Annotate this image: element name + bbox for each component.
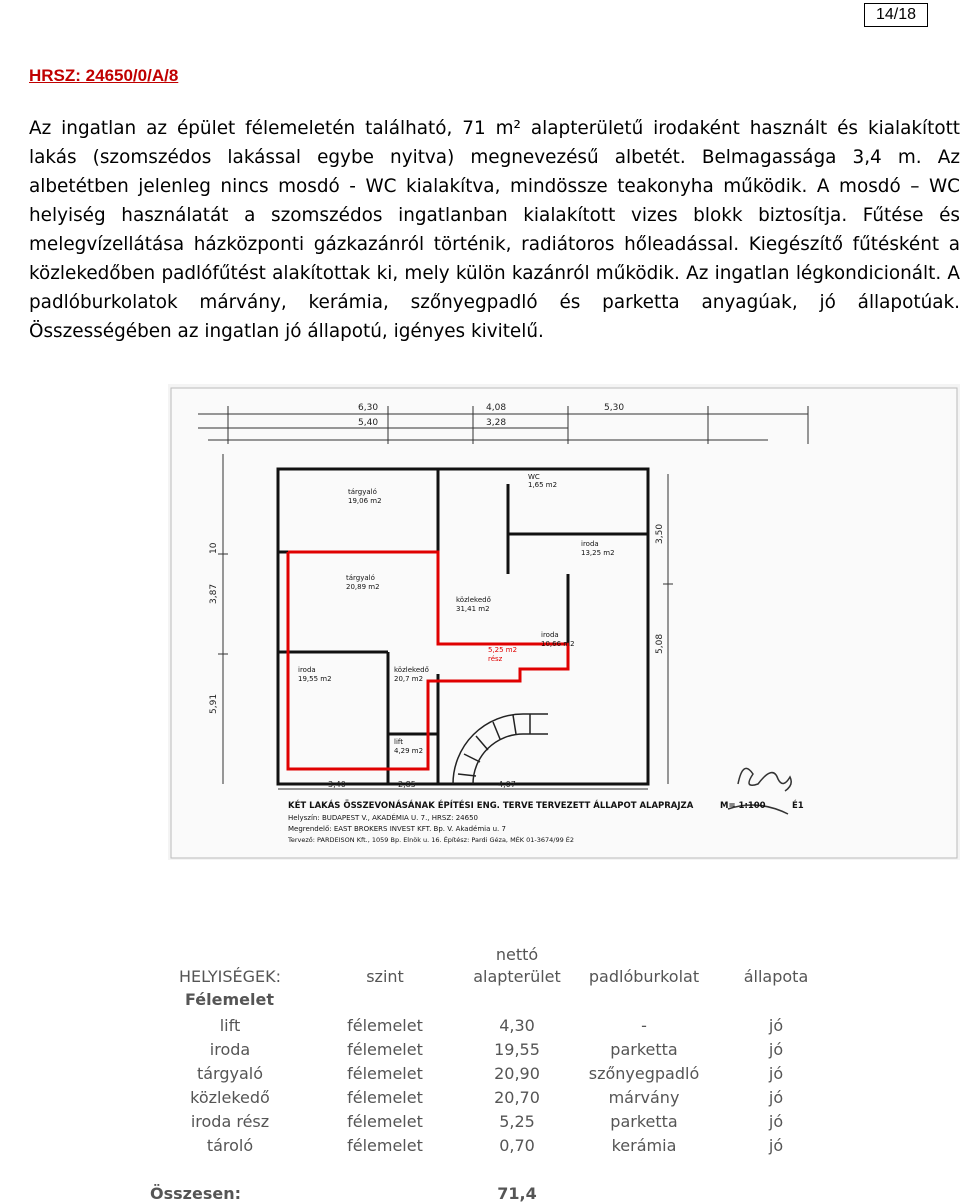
table-row <box>150 1039 815 1061</box>
total-label: Összesen: <box>150 1184 241 1203</box>
table-row <box>150 1111 815 1133</box>
dim-right-2: 5,08 <box>655 633 665 654</box>
room-name-9: rész <box>488 655 503 663</box>
cell-level: félemelet <box>347 1136 423 1155</box>
room-name-2: tárgyaló <box>346 574 375 582</box>
plan-location: Helyszín: BUDAPEST V., AKADÉMIA U. 7., HRSZ: 24650 <box>288 814 478 822</box>
header-area-line2: alapterület <box>473 967 561 986</box>
room-name-1: tárgyaló <box>348 488 377 496</box>
cell-area: 4,30 <box>499 1016 535 1035</box>
plan-sheet: É1 <box>792 801 804 811</box>
cell-floor: kerámia <box>611 1136 677 1155</box>
table-row <box>150 1135 815 1157</box>
dim-bottom-3: 4,07 <box>498 780 516 789</box>
floor-plan <box>168 384 960 860</box>
cell-floor: parketta <box>610 1040 678 1059</box>
page-number: 14/18 <box>864 3 928 27</box>
cell-name: iroda <box>209 1040 251 1059</box>
dim-top-4: 3,28 <box>486 418 507 428</box>
cell-area: 20,90 <box>494 1064 540 1083</box>
dim-top-1: 6,30 <box>358 403 379 413</box>
room-name-7: iroda <box>541 631 559 639</box>
dim-top-5: 5,30 <box>604 403 625 413</box>
table-row <box>150 1087 815 1109</box>
cell-state: jó <box>768 1016 784 1035</box>
plan-state: TERVEZETT ÁLLAPOT ALAPRAJZA <box>536 801 694 811</box>
cell-name: lift <box>219 1016 241 1035</box>
total-value: 71,4 <box>497 1184 537 1203</box>
cell-floor: márvány <box>608 1088 680 1107</box>
cell-name: tárgyaló <box>196 1064 264 1083</box>
room-name-5: közlekedő <box>456 596 491 604</box>
cell-level: félemelet <box>347 1112 423 1131</box>
dim-left-1: 10 <box>209 542 219 554</box>
dim-bottom-2: 2,85 <box>398 780 416 789</box>
room-area-1: 19,06 m2 <box>348 497 382 505</box>
cell-level: félemelet <box>347 1064 423 1083</box>
cell-area: 5,25 <box>499 1112 535 1131</box>
room-name-10: WC <box>528 473 540 481</box>
room-area-2: 20,89 m2 <box>346 583 380 591</box>
cell-area: 0,70 <box>499 1136 535 1155</box>
plan-title: KÉT LAKÁS ÖSSZEVONÁSÁNAK ÉPÍTÉSI ENG. TERVE <box>288 801 534 811</box>
room-area-5: 31,41 m2 <box>456 605 490 613</box>
cell-floor: parketta <box>610 1112 678 1131</box>
cell-state: jó <box>768 1112 784 1131</box>
header-rooms: HELYISÉGEK: <box>178 967 282 986</box>
plan-scale: M= 1:100 <box>720 801 766 811</box>
section-title: Félemelet <box>185 990 274 1009</box>
plan-client: Megrendelő: EAST BROKERS INVEST KFT. Bp. V. Akadémia u. 7 <box>288 825 506 833</box>
room-name-8: lift <box>394 738 403 746</box>
cell-state: jó <box>768 1040 784 1059</box>
cell-level: félemelet <box>347 1040 423 1059</box>
room-area-7: 10,66 m2 <box>541 640 575 648</box>
room-area-4: 20,7 m2 <box>394 675 424 683</box>
dim-left-2: 3,87 <box>209 583 219 604</box>
cell-state: jó <box>768 1064 784 1083</box>
cell-area: 20,70 <box>494 1088 540 1107</box>
room-area-10: 1,65 m2 <box>528 481 558 489</box>
header-state: állapota <box>743 967 809 986</box>
room-area-6: 13,25 m2 <box>581 549 615 557</box>
dim-bottom-1: 3,40 <box>328 780 346 789</box>
table-header <box>150 966 815 988</box>
cell-name: iroda rész <box>190 1112 270 1131</box>
table-row <box>150 1015 815 1037</box>
plan-designer: Tervező: PARDEISON Kft., 1059 Bp. Elnök u. 16. Építész: Pardi Géza, MÉK 01-3674/99 É2 <box>288 836 575 844</box>
cell-floor: - <box>641 1016 647 1035</box>
room-name-3: iroda <box>298 666 316 674</box>
cell-floor: szőnyegpadló <box>588 1064 700 1083</box>
cell-area: 19,55 <box>494 1040 540 1059</box>
cell-name: közlekedő <box>190 1088 270 1107</box>
table-row <box>150 1063 815 1085</box>
cell-level: félemelet <box>347 1088 423 1107</box>
cell-state: jó <box>768 1136 784 1155</box>
dim-top-3: 4,08 <box>486 403 507 413</box>
room-name-6: iroda <box>581 540 599 548</box>
description-paragraph: Az ingatlan az épület félemeletén található, 71 m² alapterületű irodaként használt és kialakított lakás (szomszédos lakással egybe nyitva) megnevezésű albetét. Belmagassága 3,4 m. Az albetétben jelenleg nincs mosdó - WC kialakítva, mindössze teakonyha működik. A mosdó – WC helyiség használatát a szomszédos ingatlanban kialakított vizes blokk biztosítja. Fűtése és melegvízellátása házközponti gázkazánról történik, radiátoros hőleadással. Kiegészítő fűtésként a közlekedőben padlófűtést alakítottak ki, mely külön kazánról működik. Az ingatlan légkondicionált. A padlóburkolatok márvány, kerámia, szőnyegpadló és parketta anyagúak, jó állapotúak. Összességében az ingatlan jó állapotú, igényes kivitelű. <box>29 118 960 342</box>
cell-state: jó <box>768 1088 784 1107</box>
room-area-8: 4,29 m2 <box>394 747 424 755</box>
header-floor: padlóburkolat <box>588 967 700 986</box>
dim-left-3: 5,91 <box>209 693 219 714</box>
dim-right-1: 3,50 <box>655 523 665 544</box>
dim-top-2: 5,40 <box>358 418 379 428</box>
property-id-heading: HRSZ: 24650/0/A/8 <box>29 66 179 85</box>
table-header-top <box>150 944 815 966</box>
cell-name: tároló <box>206 1136 254 1155</box>
header-area-line1: nettó <box>495 945 539 964</box>
room-area-9: 5,25 m2 <box>488 646 518 654</box>
cell-level: félemelet <box>347 1016 423 1035</box>
room-name-4: közlekedő <box>394 666 429 674</box>
header-level: szint <box>366 967 404 986</box>
room-area-3: 19,55 m2 <box>298 675 332 683</box>
